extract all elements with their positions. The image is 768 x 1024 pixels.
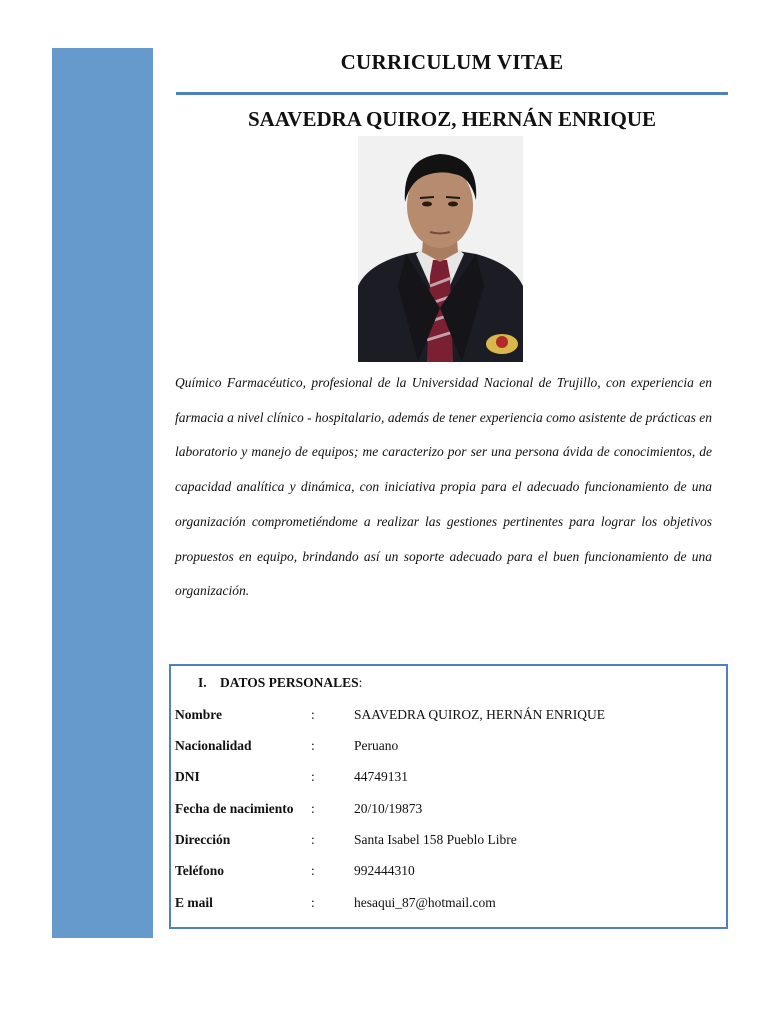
section-heading-colon: : [358, 675, 363, 690]
field-label: Nombre [175, 707, 222, 722]
field-label: Fecha de nacimiento [175, 801, 294, 816]
field-row-direccion [175, 832, 715, 852]
section-title: DATOS PERSONALES [220, 675, 359, 690]
person-name: SAAVEDRA QUIROZ, HERNÁN ENRIQUE [247, 107, 656, 131]
field-value: SAAVEDRA QUIROZ, HERNÁN ENRIQUE [354, 707, 606, 722]
field-separator: : [311, 801, 315, 816]
field-row-email [175, 895, 715, 915]
field-separator: : [311, 863, 315, 878]
field-separator: : [311, 707, 315, 722]
field-value: hesaqui_87@hotmail.com [354, 895, 496, 910]
field-label: Nacionalidad [175, 738, 252, 753]
field-row-nacionalidad [175, 738, 715, 758]
section-number: I. [198, 675, 207, 690]
professional-summary: Químico Farmacéutico, profesional de la Universidad Nacional de Trujillo, con experiencia en farmacia a nivel clínico - hospitalario, además de tener experiencia como asistente de prácticas en laboratorio y manejo de equipos; me caracterizo por ser una persona ávida de conocimientos, de capacidad analítica y dinámica, con iniciativa propia para el adecuado funcionamiento de una organización comprometiéndome a realizar las gestiones pertinentes para lograr los objetivos propuestos en equipo, brindando así un soporte adecuado para el buen funcionamiento de una organización. [175, 375, 712, 599]
sidebar-band [52, 48, 153, 938]
field-separator: : [311, 895, 315, 910]
field-label: E mail [175, 895, 213, 910]
profile-photo [358, 136, 523, 362]
field-row-dni [175, 769, 715, 789]
field-row-telefono [175, 863, 715, 883]
field-value: Peruano [354, 738, 399, 753]
field-value: 20/10/19873 [354, 801, 423, 816]
title-divider [176, 92, 728, 95]
field-row-nombre [175, 707, 715, 727]
section-heading [198, 675, 362, 691]
field-separator: : [311, 738, 315, 753]
field-label: DNI [175, 769, 200, 784]
field-label: Teléfono [175, 863, 225, 878]
datos-personales-section [169, 664, 728, 929]
field-separator: : [311, 832, 315, 847]
field-value: 44749131 [354, 769, 408, 784]
field-row-fecha-nacimiento [175, 801, 715, 821]
field-value: 992444310 [354, 863, 415, 878]
field-separator: : [311, 769, 315, 784]
field-label: Dirección [175, 832, 231, 847]
document-title: CURRICULUM VITAE [340, 50, 564, 74]
field-value: Santa Isabel 158 Pueblo Libre [354, 832, 517, 847]
